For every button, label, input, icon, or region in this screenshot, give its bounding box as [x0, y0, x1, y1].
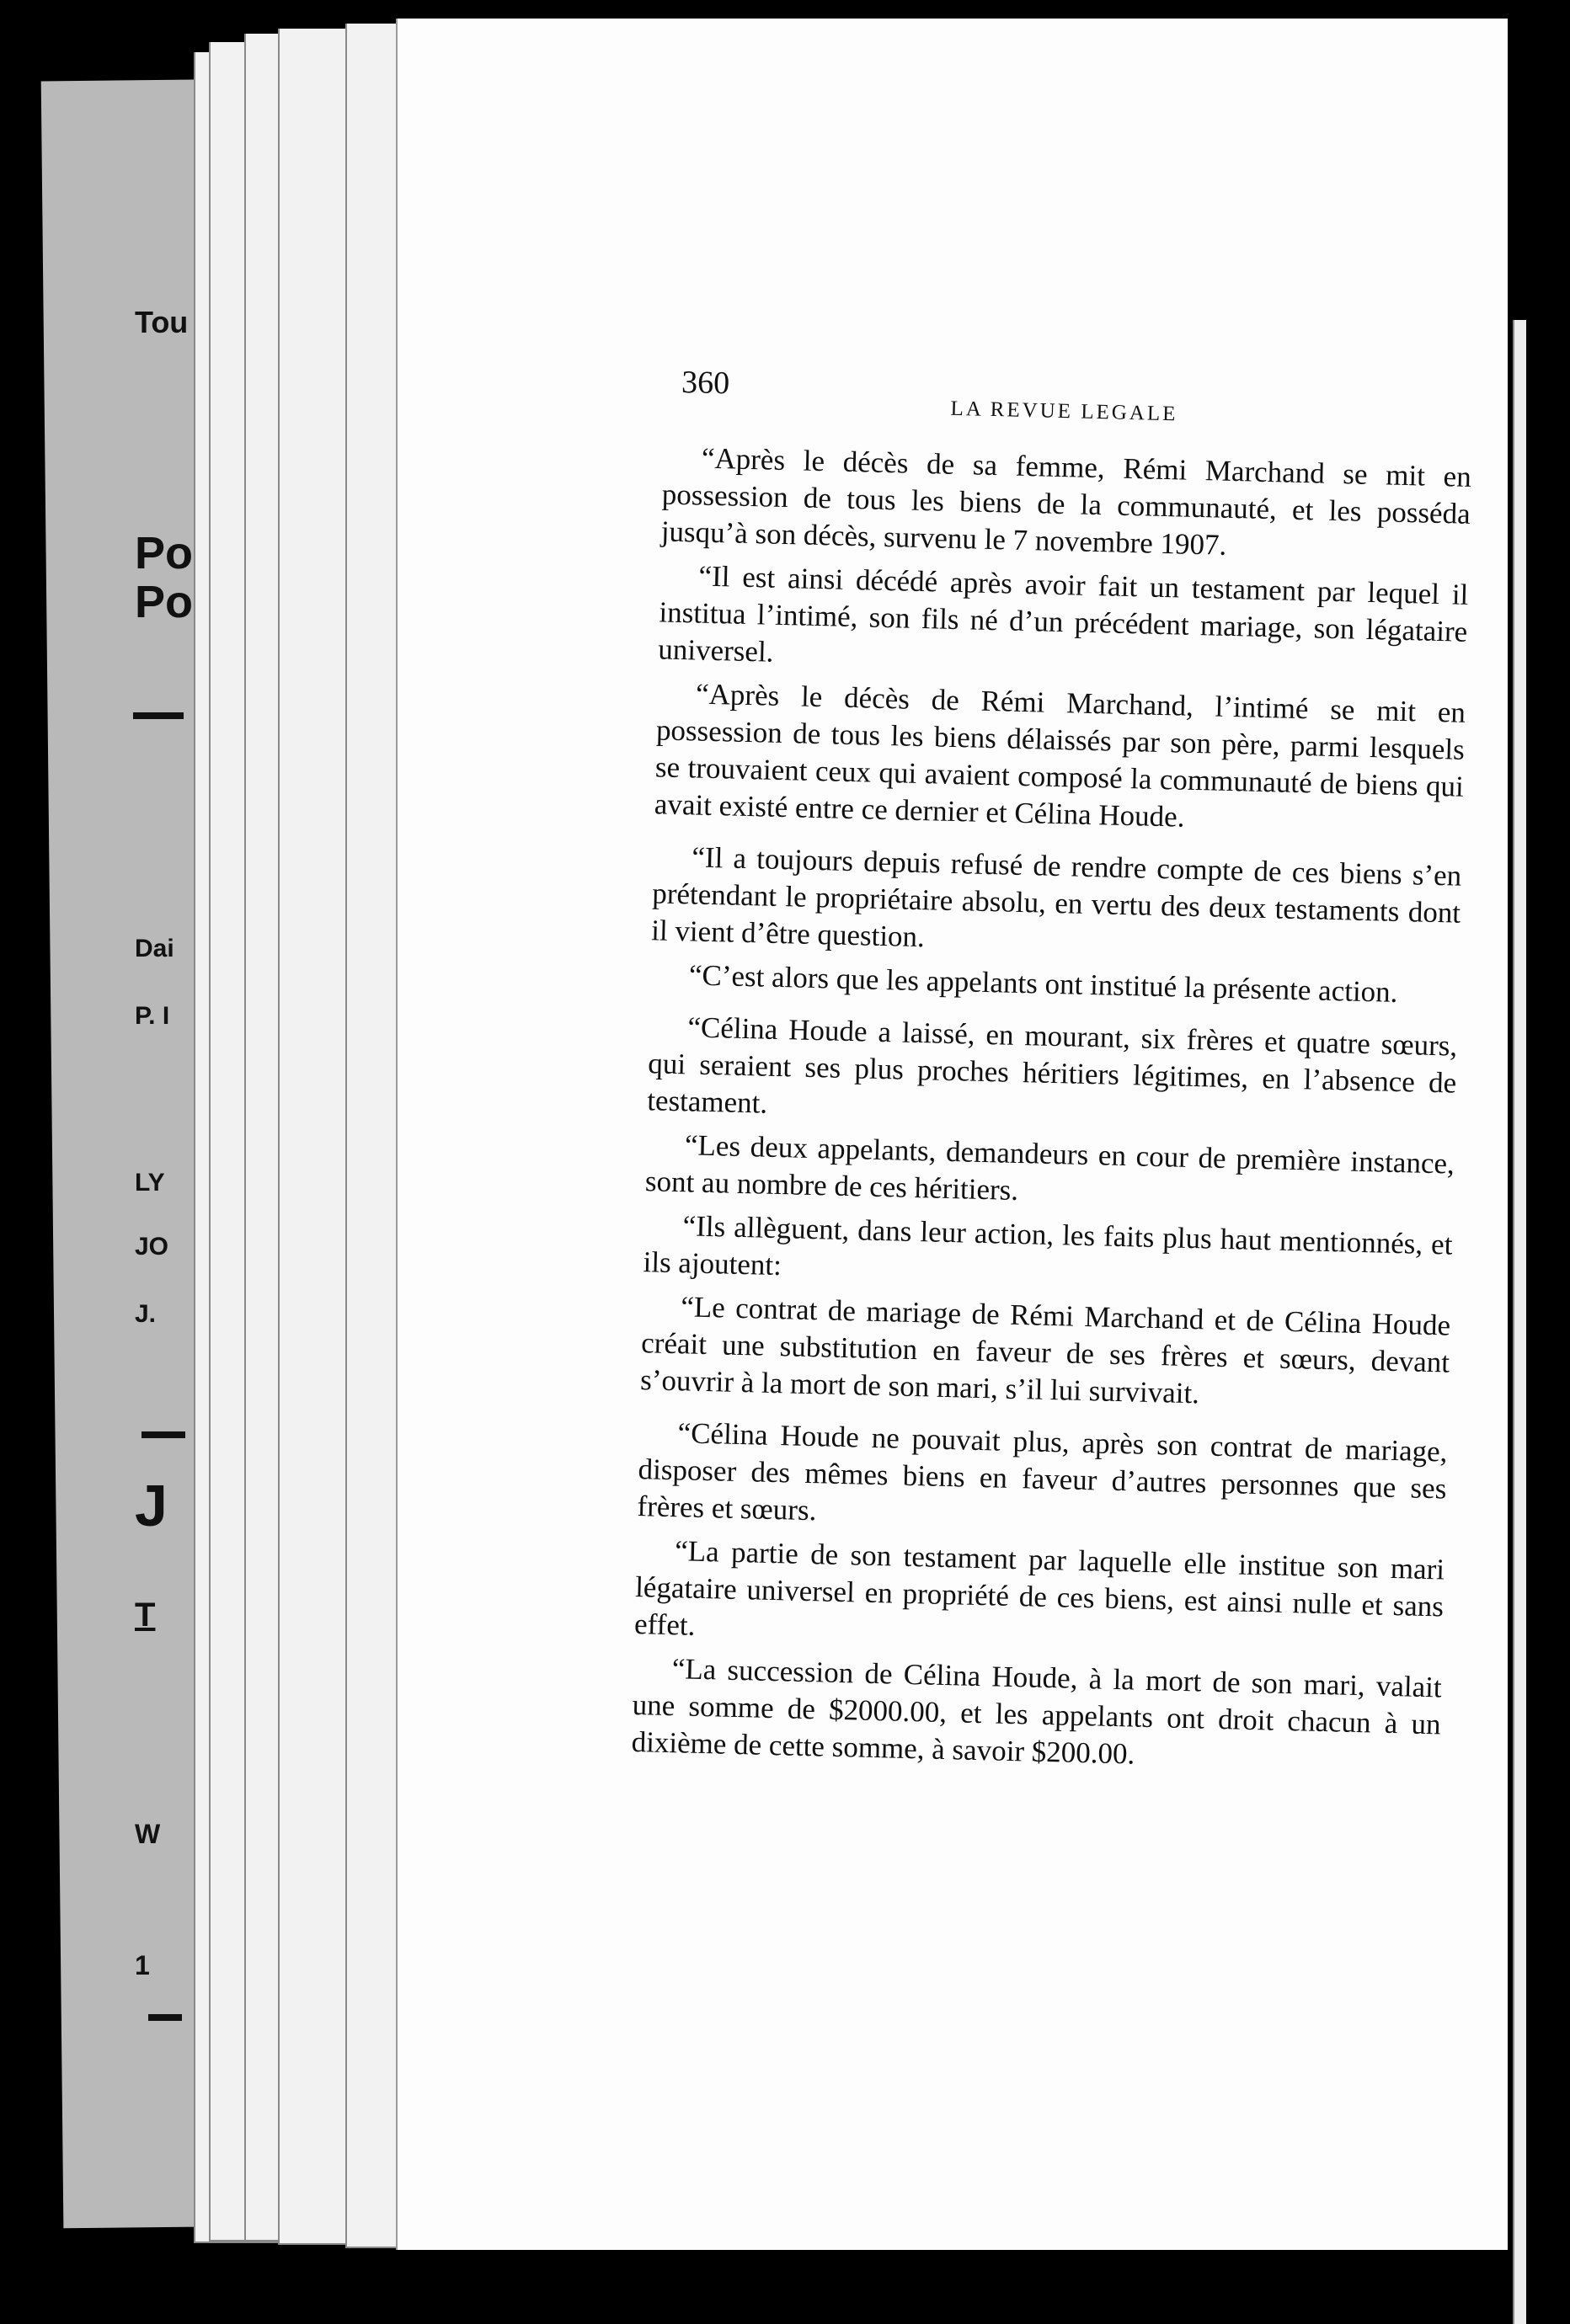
paragraph: “Les deux appelants, demandeurs en cour de première instance, sont au nombre de ces héritiers.: [644, 1128, 1455, 1207]
back-fragment: P. I: [135, 1002, 170, 1030]
paragraph: “Il a toujours depuis refusé de rendre compte de ces biens s’en prétendant le propriétaire absolu, en vertu des deux testaments dont il vient d’être question.: [650, 840, 1462, 954]
paragraph: “Célina Houde a laissé, en mourant, six frères et quatre sœurs, qui seraient ses plus proches héritiers légitimes, en l’absence de testament.: [646, 1010, 1458, 1120]
back-rule: [142, 1431, 185, 1438]
back-fragment: Dai: [135, 935, 174, 962]
back-rule: [148, 2014, 182, 2021]
body-text: [631, 439, 1471, 1787]
paragraph: “Après le décès de sa femme, Rémi Marchand se mit en possession de tous les biens de la communauté, et les posséda jusqu’à son décès, survenu le 7 novembre 1907.: [660, 441, 1472, 562]
back-fragment: JO: [135, 1233, 169, 1261]
paragraph: “La succession de Célina Houde, à la mort de son mari, valait une somme de $2000.00, et les appelants ont droit chacun à un dixième de cette somme, à savoir $200.00.: [631, 1652, 1443, 1771]
back-fragment: 1: [135, 1950, 150, 1980]
paragraph: “C’est alors que les appelants ont institué la présente action.: [688, 958, 1398, 1009]
running-head: LA REVUE LEGALE: [950, 397, 1178, 426]
paragraph: “Célina Houde ne pouvait plus, après son contrat de mariage, disposer des mêmes biens en faveur d’autres personnes que ses frères et sœurs.: [637, 1416, 1448, 1527]
back-fragment: J.: [135, 1300, 157, 1328]
page-number: 360: [681, 364, 730, 402]
paragraph: “Après le décès de Rémi Marchand, l’intimé se mit en possession de tous les biens délaissés par son père, parmi lesquels se trouvaient ceux qui avaient composé la communauté de biens qui avait existé entre ce dernier et Célina Houde.: [654, 677, 1466, 834]
paragraph: “La partie de son testament par laquelle elle institue son mari légataire universel en propriété de ces biens, est ainsi nulle et sans effet.: [633, 1534, 1445, 1642]
back-fragment: Tou: [135, 305, 189, 339]
back-fragment: J: [135, 1473, 168, 1538]
back-fragment: LY: [135, 1169, 165, 1197]
back-fragment: Po: [135, 528, 194, 578]
back-fragment: W: [135, 1819, 161, 1849]
paragraph: “Le contrat de mariage de Rémi Marchand et de Célina Houde créait une substitution en faveur de ses frères et sœurs, devant s’ouvrir à la mort de son mari, s’il lui survivait.: [639, 1290, 1451, 1410]
back-fragment: Po: [135, 577, 194, 627]
back-rule: [133, 712, 184, 719]
paragraph: “Il est ainsi décédé après avoir fait un testament par lequel il institua l’intimé, son fils né d’un précédent mariage, son légataire universel.: [657, 559, 1469, 669]
page-edge-right: [1513, 320, 1526, 2324]
back-fragment: T: [135, 1596, 156, 1634]
paragraph: “Ils allèguent, dans leur action, les faits plus haut mentionnés, et ils ajoutent:: [643, 1209, 1453, 1282]
